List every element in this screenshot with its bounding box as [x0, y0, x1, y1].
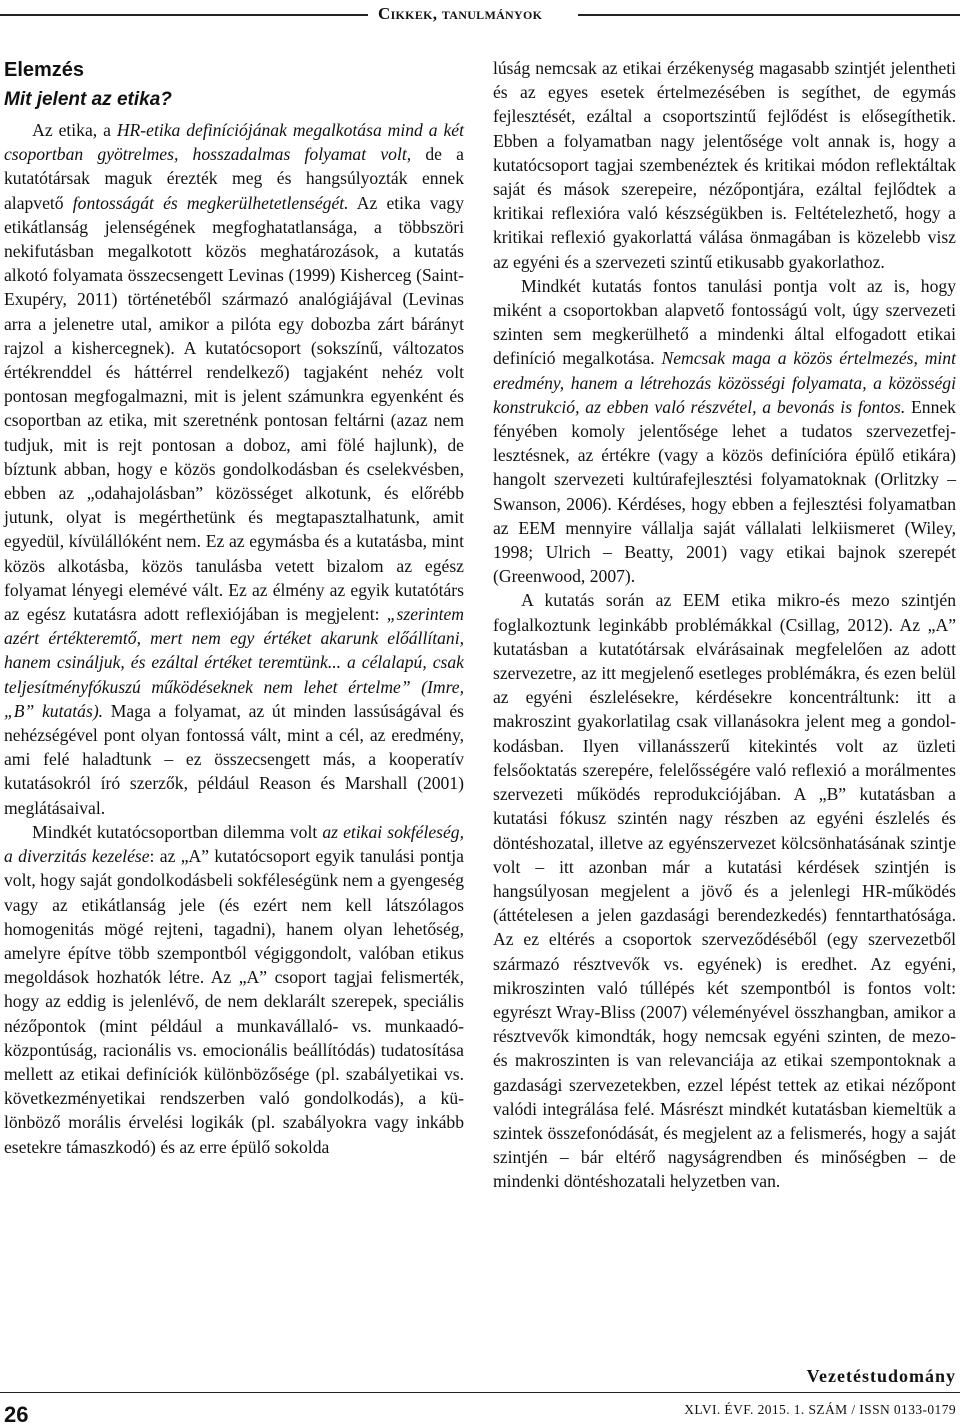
paragraph: [493, 56, 956, 274]
left-column: [4, 56, 464, 1159]
right-body: [493, 56, 956, 1194]
journal-name: Vezetéstudomány: [806, 1366, 956, 1386]
issue-info: XLVI. ÉVF. 2015. 1. SZÁM / ISSN 0133-0179: [684, 1402, 956, 1417]
footer-rule: [0, 1392, 960, 1393]
paragraph: [4, 820, 464, 1159]
body-text: Mindkét kutatás fontos tanulási pontja volt az is, hogy miként a csoportokban alapvető fontosságú volt, úgy szervezeti szinten sem megkerülhető a mindenki által elfogadott etikai definíció megalkotása.: [493, 275, 956, 369]
body-text: : az „A” kutatócsoport egyik tanulási pontja volt, hogy saját gondolkodásbeli sokféleségünk nem a gyengeség vagy az etikátlanság jele (és ezért nem kell látszólagos homogenitás mögé rejteni, tagadni), hanem olyan lehetőség, amelyre építve több szempontból végiggondolt, valóban etikus megoldások hozhatók létre. Az „A” csoport tagjai felismerték, hogy az eddig is jelenlévő, de nem deklarált szerepek, speciális nézőpontok (mint például a munkavállaló- vs. munkaadó-központúság, racionális vs. emocionális beállítódás) tudatosítása mellett az etikai definíciók különbözősége (pl. szabályetikai vs. következményetikai rendszerben való gondolkodás), a különböző morális érvelési logikák (pl. szabályokra vagy inkább esetekre támaszkodó) és az erre épülő sokolda: [4, 846, 464, 1157]
section-title: Elemzés: [4, 59, 85, 81]
body-text: A kutatás során az EEM etika mikro-és mezo szintjén foglalkoztunk leginkább problémákkal (Csillag, 2012). Az „A” kutatásban a kutatótársak elvárásainak megfelelően az adott szervezetre, az itt megjelenő esetleges problémákra, és ezen belül az egyéni észlelésekre, kérdésekre koncentráltunk: itt a makroszint gyakorlatilag csak villanásokra jelent meg a gondolkodásban. Ilyen villanásszerű kitekintés volt az üzleti felsőoktatás szerepére, felelősségére való reflexió a morálmentes szervezeti működés reprodukciójában. A „B” kutatásban a kutatási fókusz szintén nagy részben az egyéni észlelés és döntéshozatal, illetve az egyénszervezet kölcsönhatásának szintje volt – itt azonban már a kutatási kérdések szintjén is hangsúlyosan megjelent a jövő és a jelenlegi HR-működés (áttételesen a jelen gazdasági berendezkedés) fenntarthatósága. Az ez eltérés a csoportok szerveződéséből (egy szervezetből származó résztvevők vs. egyének) is eredhet. Az egyéni, mikroszinten való túllépés két szempontból is fontos volt: egyrészt Wray-Bliss (2007) véleményével összhangban, amikor a résztvevők kimondták, hogy nemcsak egyéni szinten, de mezo- és makroszinten is van relevanciája az etikai szempontoknak a gazdasági szervezetekben, ezzel lépést tettek az etikai nézőpont valódi integrálása felé. Másrészt mindkét kutatásban kiemeltük a szintek összefonódását, és megjelent az a felismerés, hogy a saját szintjén – bár eltérő nagyságrendben és minőségben – de mindenki döntéshozatali helyzetben van.: [493, 590, 956, 1192]
body-text: Ennek fényében komoly jelentősége lehet a tudatos szervezetfejlesztésnek, az értékre (vagy a közös definícióra épülő etikára) hangolt szervezeti kultúrafejlesztési folyamatoknak (Orlitzky – Swanson, 2006). Kérdéses, hogy ebben a fejlesztési folyamatban az EEM mennyire vállalja saját vállalati lelkiismeret (Wiley, 1998; Ulrich – Beatty, 2001) vagy etikai bajnok szerepét (Greenwood, 2007).: [493, 396, 956, 587]
paragraph: [493, 588, 956, 1193]
paragraph: [493, 274, 956, 589]
italic-text: az etikai sokféleség, a diverzitás kezelése: [4, 821, 464, 867]
left-body: [4, 118, 464, 1159]
body-text: Az etika vagy etikátlanság jelenségének megfoghatatlansága, a többszöri nekifutásban megalkotott közös meghatározások, a kutatás alkotó folyamata összecsengett Levinas (1999) Kisherceg (Saint-Exupéry, 2011) történetéből származó analógiájával (Levinas arra a jelenetre utal, amikor a pilóta egy dobozba zárt bárányt rajzol a kishercegnek). A kutatócsoport (sokszínű, változatos értékrenddel és háttérrel rendelkező) tagjaként nehéz volt pontosan megfogalmazni, mit is jelent számunkra egyenként és csoportban az etika, mit szeretnénk pontosan feltárni (azaz nem tudjuk, mit is rejt pontosan a doboz, ami fölé hajlunk), de bíztunk abban, hogy e közös gondolkodásban és cselekvésben, ebben az „odahajolásban” közösséget alkotunk, és előrébb jutunk, olyat is megérthetünk és megtapasztalhatunk, amit egyedül, kívülállóként nem. Ez az egymásba és a kutatásba, mint közös alkotásba, közös tanulásba vetett bizalom az egész folyamat lényegi elemévé vált. Ez az élmény az egyik kutatótárs az egész kutatásra adott reflexiójában is megjelent:: [4, 192, 464, 625]
right-column: [493, 56, 956, 1194]
italic-text: Nemcsak maga a közös értelmezés, mint eredmény, hanem a létrehozás közösségi folyamata, a közösségi konstrukció, az ebben való részvétel, a bevonás is fontos.: [493, 348, 956, 417]
italic-text: HR-etika definíciójának megalkotása mind a két csoportban gyötrelmes, hosszadalmas folyamat volt: [4, 120, 464, 165]
page-footer: [0, 1366, 960, 1427]
paragraph: [4, 118, 464, 820]
header-rule-right: [578, 14, 960, 16]
italic-text: fontosságát és megkerülhetetlenségét.: [72, 192, 349, 213]
running-header: [0, 0, 960, 34]
body-text: Maga a folyamat, az út minden lassúságával és nehézségével pont olyan fontossá vált, mint a cél, az eredmény, ami felé haladtunk – ez összecsengett más, a kooperatív kutatásokról író szerzők, például Reason és Marshall (2001) meglátásaival.: [4, 700, 464, 818]
header-rule-left: [0, 14, 368, 16]
section-label: Cikkek, tanulmányok: [378, 4, 543, 23]
body-text: Az etika, a: [32, 120, 117, 140]
body-text: , de a kutatótársak maguk érezték meg és hangsúlyozták ennek alapvető: [4, 144, 464, 213]
page-number: 26: [4, 1402, 29, 1427]
body-text: lúság nemcsak az etikai érzékenység magasabb szintjét jelentheti és az egyes esetek értelmezésében is segíthet, de egymás fejlesztését, ezáltal a csoportszintű fejlődést is elősegíthetik. Ebben a folyamatban nagy jelentősége volt annak is, hogy a kutatócsoport tagjai szembenéztek és kritikai módon reflektáltak saját és mások szerepeire, nézőpontjára, ezáltal fejlődtek a kritikai reflexióra való készségükben is. Feltételezhető, hogy a kritikai reflexió gyakorlattá válása önmagában is közelebb visz az egyéni és a szervezeti szintű etikusabb gyakorlathoz.: [493, 58, 956, 272]
body-text: Mindkét kutatócsoportban dilemma volt: [32, 821, 323, 842]
italic-text: „szerintem azért értékteremtő, mert nem egy értéket akarunk előállítani, hanem csináljuk, és ezáltal értéket teremtünk... a célalapú, csak teljesítményfókuszú működéseknek nem lehet értelme” (Imre, „B” kutatás).: [4, 604, 464, 721]
subsection-title: Mit jelent az etika?: [4, 89, 172, 110]
